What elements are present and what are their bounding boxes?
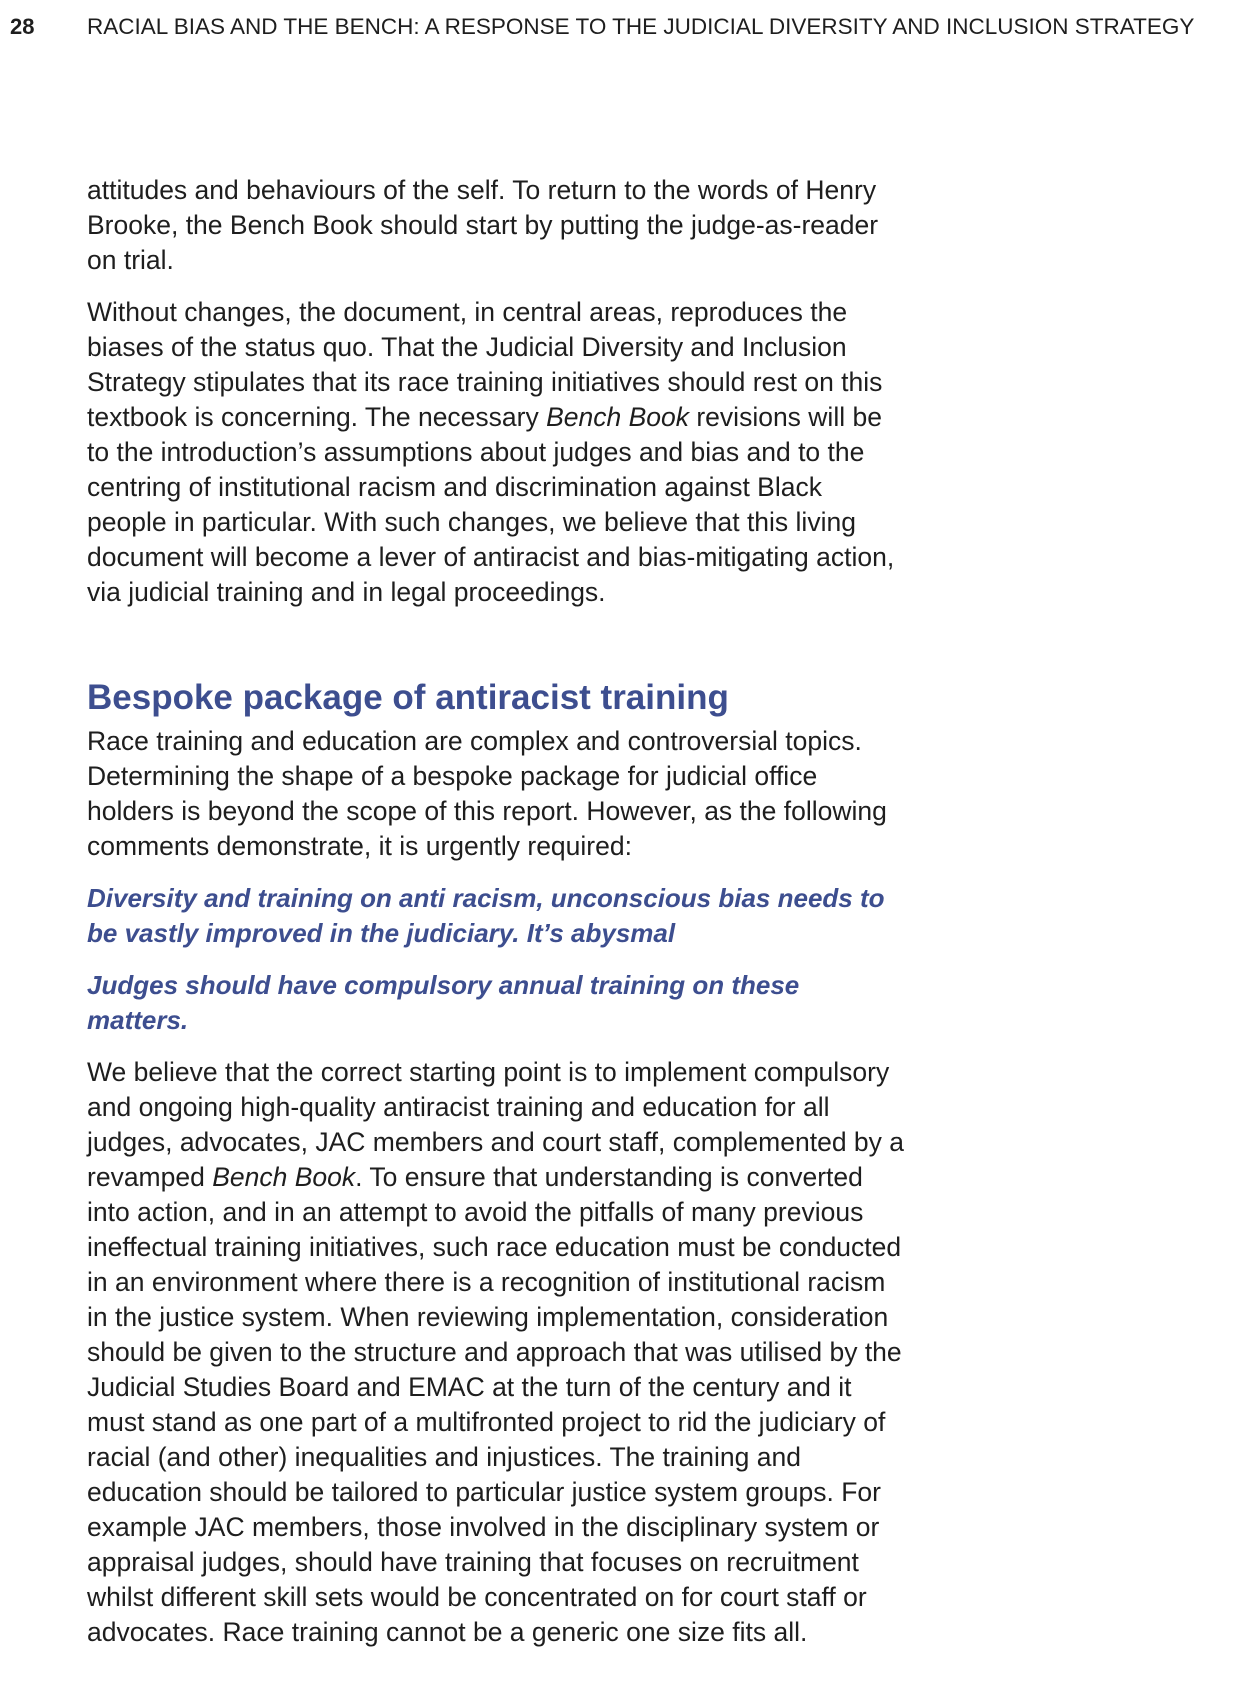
closing-italic: Bench Book	[212, 1162, 356, 1192]
header-title	[87, 14, 1194, 40]
header-title-part-2: THE BENCH:	[283, 14, 420, 39]
page-number: 28	[10, 14, 35, 39]
paragraph-2-text-b: revisions will be to the introduction’s assumptions about judges and bias and to the centring of institutional racism and discrimination against Black people in particular. With such changes, we believe that this living document will become a lever of antiracist and bias-mitigating action, via judicial training and in legal proceedings.	[87, 402, 895, 607]
paragraph-2	[87, 295, 907, 610]
header-title-rest: A RESPONSE TO THE JUDICIAL DIVERSITY AND INCLUSION STRATEGY	[419, 14, 1195, 39]
page-body	[87, 173, 907, 1667]
paragraph-1: attitudes and behaviours of the self. To return to the words of Henry Brooke, the Bench Book should start by putting the judge-as-reader on trial.	[87, 175, 879, 275]
paragraph-2-italic: Bench Book	[546, 402, 689, 432]
section-intro: Race training and education are complex and controversial topics. Determining the shape of a bespoke package for judicial office holders is beyond the scope of this report. However, as the following comments demonstrate, it is urgently required:	[87, 726, 887, 861]
running-header	[10, 14, 1220, 40]
quote-1: Diversity and training on anti racism, unconscious bias needs to be vastly improved in the judiciary. It’s abysmal	[87, 883, 885, 948]
section-closing-paragraph	[87, 1055, 907, 1650]
closing-text-b: . To ensure that understanding is converted into action, and in an attempt to avoid the pitfalls of many previous ineffectual training initiatives, such race education must be conducted in an environment where there is a recognition of institutional racism in the justice system. When reviewing implementation, consideration should be given to the structure and approach that was utilised by the Judicial Studies Board and EMAC at the turn of the century and it must stand as one part of a multifronted project to rid the judiciary of racial (and other) inequalities and injustices. The training and education should be tailored to particular justice system groups. For example JAC members, those involved in the disciplinary system or appraisal judges, should have training that focuses on recruitment whilst different skill sets would be concentrated on for court staff or advocates. Race training cannot be a generic one size fits all.	[87, 1162, 902, 1647]
section-heading: Bespoke package of antiracist training	[87, 678, 729, 717]
paragraph-2-text-a: Without changes, the document, in central areas, reproduces the biases of the status quo. That the Judicial Diversity and Inclusion Strategy stipulates that its race training initiatives should rest on this textbook is concerning. The necessary	[87, 297, 883, 432]
quote-2: Judges should have compulsory annual training on these matters.	[87, 970, 800, 1035]
header-title-part-1: RACIAL BIAS	[87, 14, 225, 39]
closing-text-a: We believe that the correct starting point is to implement compulsory and ongoing high-quality antiracist training and education for all judges, advocates, JAC members and court staff, complemented by a revamped	[87, 1057, 905, 1192]
header-title-and: AND	[224, 14, 284, 39]
